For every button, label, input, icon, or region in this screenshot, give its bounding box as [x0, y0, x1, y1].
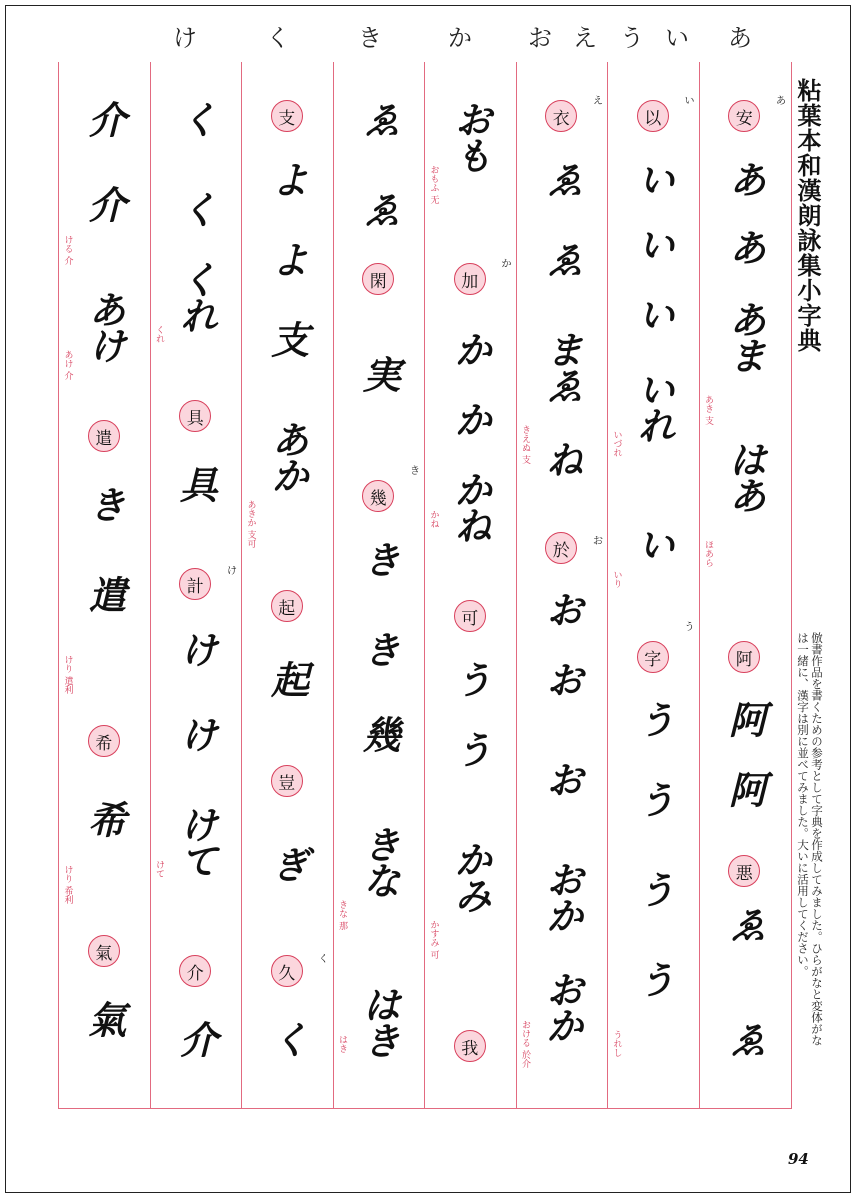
- reading-note: うれし: [611, 1030, 622, 1057]
- cursive-glyph: あま: [722, 300, 768, 372]
- cursive-glyph: う: [630, 960, 676, 996]
- kanji-seal: 阿: [728, 641, 760, 673]
- reading-note: かね: [428, 510, 439, 528]
- cursive-glyph: 具: [173, 465, 219, 501]
- kanji-seal: 可: [454, 600, 486, 632]
- cursive-glyph: う: [447, 730, 493, 766]
- cursive-glyph: ぎ: [264, 845, 310, 881]
- cursive-glyph: きな: [356, 825, 402, 897]
- cursive-glyph: 阿: [722, 700, 768, 736]
- kanji-seal: 豈: [271, 765, 303, 797]
- kanji-seal: 久: [271, 955, 303, 987]
- kanji-seal: 字: [637, 641, 669, 673]
- header-kana: お: [528, 24, 552, 52]
- cursive-glyph: ゑ: [722, 1020, 768, 1056]
- cursive-glyph: き: [81, 485, 127, 521]
- kana-marker: か: [501, 259, 512, 270]
- kana-marker: い: [684, 96, 695, 107]
- cursive-glyph: う: [630, 870, 676, 906]
- kanji-seal: 計: [179, 568, 211, 600]
- kana-marker: う: [684, 622, 695, 633]
- kanji-seal: 衣: [545, 100, 577, 132]
- kanji-seal: 具: [179, 400, 211, 432]
- header-kana: く: [266, 24, 290, 52]
- cursive-glyph: い: [630, 225, 676, 261]
- reading-note: きな 那: [336, 900, 347, 930]
- kanji-seal: 閑: [362, 263, 394, 295]
- kana-marker: く: [318, 954, 329, 965]
- cursive-glyph: はき: [356, 985, 402, 1057]
- reading-note: いづれ: [611, 430, 622, 457]
- cursive-glyph: 氣: [81, 1000, 127, 1036]
- reading-note: あけ 介: [62, 350, 73, 380]
- cursive-glyph: かね: [447, 470, 493, 542]
- header-kana: え: [573, 24, 597, 52]
- cursive-glyph: おか: [539, 860, 585, 932]
- header-kana: け: [173, 24, 197, 52]
- description-text: 倣書作品を書くための参考として字典を作成してみました。ひらがなと変体がなは一緒に、漢字は別に並べてみました。大いに活用してください。: [796, 632, 824, 1046]
- kanji-seal: 幾: [362, 480, 394, 512]
- cursive-glyph: あ: [722, 160, 768, 196]
- header-kana: う: [620, 24, 644, 52]
- column-divider: [150, 62, 151, 1108]
- cursive-glyph: 阿: [722, 770, 768, 806]
- column-divider: [607, 62, 608, 1108]
- cursive-glyph: き: [356, 540, 402, 576]
- kanji-seal: 以: [637, 100, 669, 132]
- column-divider: [424, 62, 425, 1108]
- cursive-glyph: か: [447, 330, 493, 366]
- kana-marker: け: [227, 566, 237, 577]
- header-kana: か: [448, 24, 472, 52]
- cursive-glyph: いれ: [630, 370, 676, 442]
- column-divider: [241, 62, 242, 1108]
- header-kana: あ: [728, 24, 752, 52]
- kanji-seal: 我: [454, 1030, 486, 1062]
- cursive-glyph: う: [447, 660, 493, 696]
- cursive-glyph: う: [630, 780, 676, 816]
- reading-note: ほあら: [702, 540, 713, 567]
- kanji-seal: 遣: [88, 420, 120, 452]
- reading-note: かすみ 可: [428, 920, 439, 959]
- cursive-glyph: あ: [722, 228, 768, 264]
- kana-marker: あ: [776, 96, 786, 107]
- kana-marker: き: [410, 466, 420, 477]
- kanji-seal: 支: [271, 100, 303, 132]
- header-kana: き: [358, 24, 382, 52]
- cursive-glyph: く: [264, 1020, 310, 1056]
- column-divider: [516, 62, 517, 1108]
- cursive-glyph: くれ: [173, 260, 219, 332]
- kana-marker: え: [593, 96, 603, 107]
- reading-note: けり 希利: [62, 865, 73, 904]
- cursive-glyph: い: [630, 295, 676, 331]
- kanji-seal: 介: [179, 955, 211, 987]
- page-number: 94: [788, 1150, 809, 1168]
- header-kana: い: [665, 24, 689, 52]
- cursive-glyph: ゑ: [722, 905, 768, 941]
- cursive-glyph: く: [173, 190, 219, 226]
- reading-note: ける 介: [62, 235, 73, 265]
- kanji-seal: 加: [454, 263, 486, 295]
- cursive-glyph: 介: [81, 100, 127, 136]
- cursive-glyph: 介: [173, 1020, 219, 1056]
- cursive-glyph: 幾: [356, 715, 402, 751]
- cursive-glyph: 支: [264, 320, 310, 356]
- cursive-glyph: お: [539, 760, 585, 796]
- cursive-glyph: ゑ: [539, 240, 585, 276]
- column-divider: [333, 62, 334, 1108]
- cursive-glyph: おか: [539, 970, 585, 1042]
- kana-marker: お: [593, 536, 603, 547]
- cursive-glyph: い: [630, 525, 676, 561]
- kanji-seal: 於: [545, 532, 577, 564]
- cursive-glyph: 遣: [81, 575, 127, 611]
- cursive-glyph: い: [630, 160, 676, 196]
- cursive-glyph: あか: [264, 420, 310, 492]
- reading-note: はき: [336, 1035, 347, 1053]
- cursive-glyph: お: [539, 590, 585, 626]
- cursive-glyph: よ: [264, 160, 310, 196]
- cursive-glyph: か: [447, 400, 493, 436]
- cursive-glyph: まゑ: [539, 330, 585, 402]
- cursive-glyph: 希: [81, 800, 127, 836]
- page-title: 粘葉本和漢朗詠集小字典: [793, 78, 822, 353]
- cursive-glyph: う: [630, 700, 676, 736]
- cursive-glyph: ゑ: [356, 190, 402, 226]
- cursive-glyph: おも: [447, 100, 493, 172]
- cursive-glyph: ゑ: [356, 100, 402, 136]
- character-grid: [58, 62, 792, 1109]
- cursive-glyph: よ: [264, 240, 310, 276]
- cursive-glyph: け: [173, 630, 219, 666]
- cursive-glyph: ね: [539, 440, 585, 476]
- cursive-glyph: はあ: [722, 440, 768, 512]
- kanji-seal: 氣: [88, 935, 120, 967]
- column-divider: [699, 62, 700, 1108]
- cursive-glyph: 介: [81, 185, 127, 221]
- kanji-seal: 起: [271, 590, 303, 622]
- reading-note: あきか 支可: [245, 500, 256, 548]
- reading-note: あき 支: [702, 395, 713, 425]
- cursive-glyph: け: [173, 715, 219, 751]
- cursive-glyph: かみ: [447, 840, 493, 912]
- cursive-glyph: 起: [264, 660, 310, 696]
- reading-note: くれ: [153, 325, 164, 343]
- cursive-glyph: あけ: [81, 290, 127, 362]
- cursive-glyph: き: [356, 630, 402, 666]
- kanji-seal: 希: [88, 725, 120, 757]
- cursive-glyph: 実: [356, 355, 402, 391]
- cursive-glyph: ゑ: [539, 160, 585, 196]
- kanji-seal: 安: [728, 100, 760, 132]
- cursive-glyph: く: [173, 100, 219, 136]
- cursive-glyph: お: [539, 660, 585, 696]
- reading-note: けり 遣利: [62, 655, 73, 694]
- kanji-seal: 悪: [728, 855, 760, 887]
- reading-note: おもふ 无: [428, 165, 439, 204]
- reading-note: いり: [611, 570, 622, 588]
- reading-note: きえぬ 支: [519, 425, 530, 464]
- reading-note: おける 於介: [519, 1020, 530, 1068]
- reading-note: けて: [153, 860, 164, 878]
- cursive-glyph: けて: [173, 805, 219, 877]
